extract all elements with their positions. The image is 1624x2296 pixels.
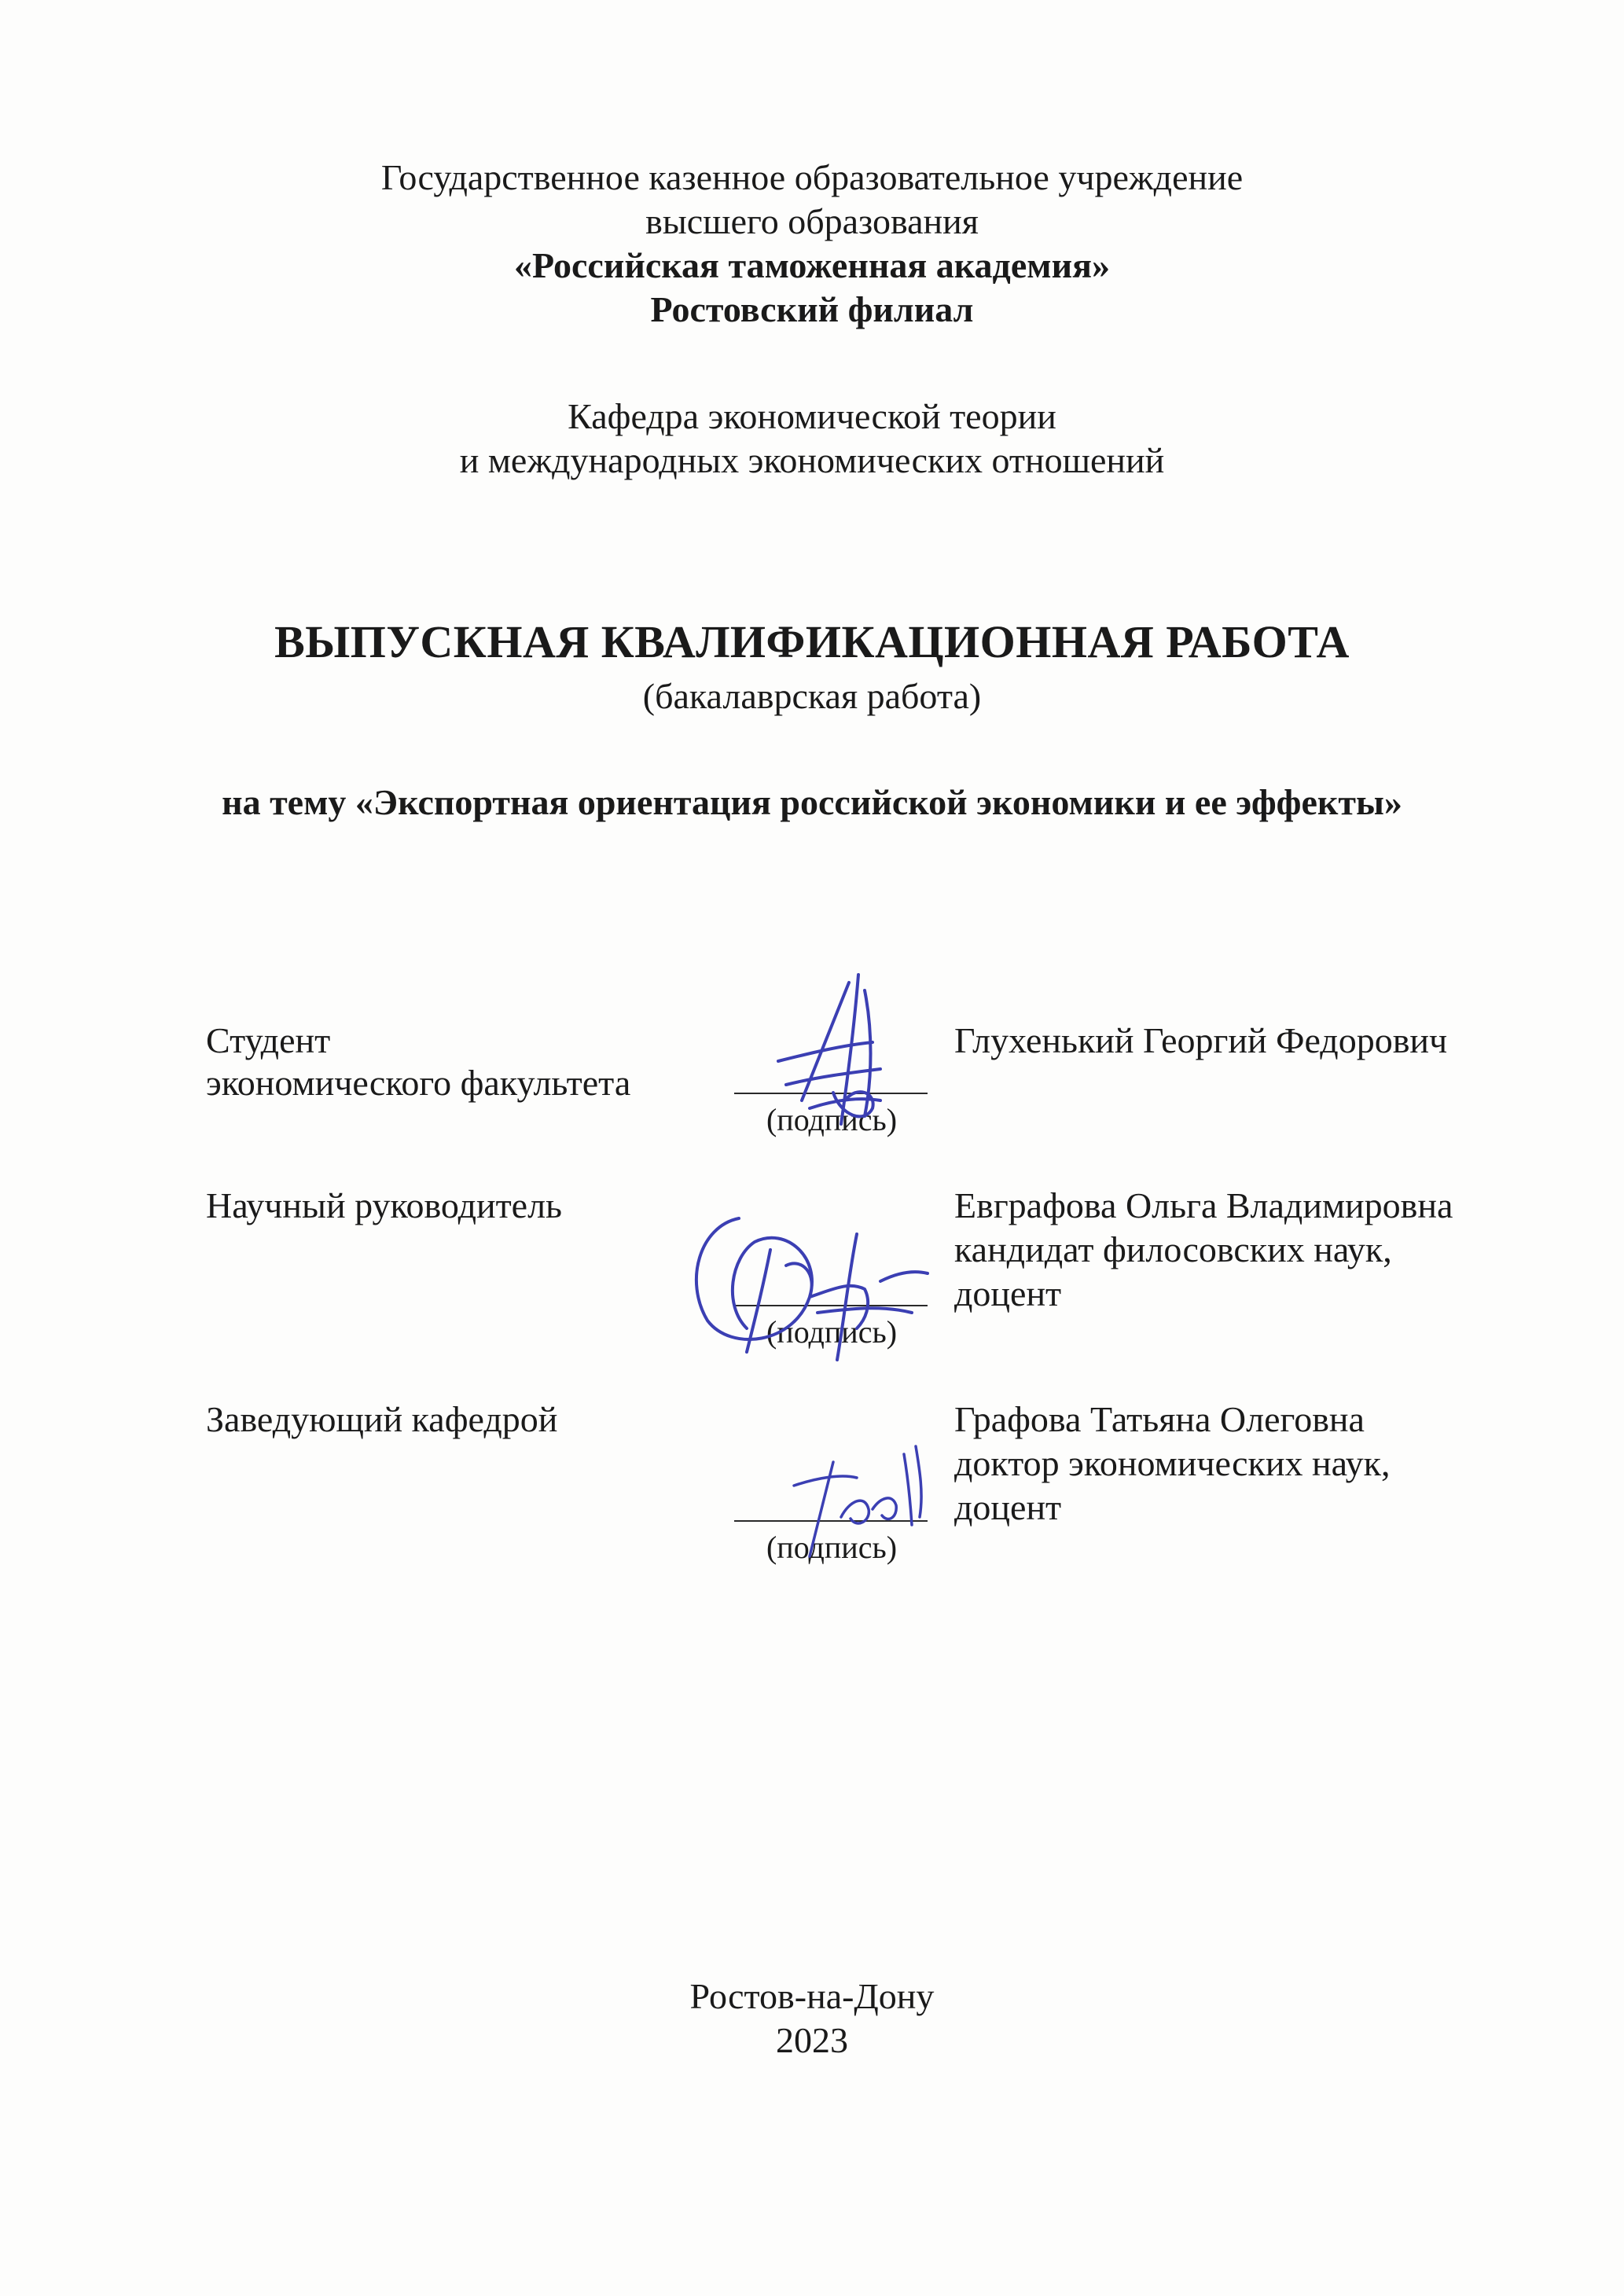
head-signature	[778, 1431, 935, 1564]
work-topic: на тему «Экспортная ориентация российской экономики и ее эффекты»	[222, 782, 1402, 822]
department-line-2: и международных экономических отношений	[459, 440, 1165, 480]
department-line-1: Кафедра экономической теории	[568, 396, 1056, 436]
supervisor-name: Евграфова Ольга Владимировна	[954, 1185, 1453, 1225]
student-faculty: экономического факультета	[206, 1063, 631, 1103]
head-role: Заведующий кафедрой	[206, 1399, 558, 1439]
supervisor-degree: кандидат филосовских наук,	[954, 1229, 1392, 1269]
branch-name: Ростовский филиал	[650, 289, 974, 329]
student-role: Студент	[206, 1020, 331, 1060]
institution-line-2: высшего образования	[645, 201, 979, 241]
head-rank: доцент	[954, 1487, 1062, 1527]
signature-caption: (подпись)	[766, 1102, 898, 1137]
work-subtitle: (бакалаврская работа)	[642, 676, 982, 716]
work-title: ВЫПУСКНАЯ КВАЛИФИКАЦИОННАЯ РАБОТА	[274, 616, 1350, 667]
student-name: Глухенький Георгий Федорович	[954, 1020, 1448, 1060]
supervisor-signature	[676, 1195, 943, 1368]
city: Ростов-на-Дону	[689, 1976, 935, 2016]
signature-caption: (подпись)	[766, 1314, 898, 1350]
institution-line-1: Государственное казенное образовательное учреждение	[380, 157, 1244, 197]
supervisor-rank: доцент	[954, 1273, 1062, 1313]
supervisor-role: Научный руководитель	[206, 1185, 563, 1225]
signature-caption: (подпись)	[766, 1530, 898, 1565]
year: 2023	[776, 2020, 848, 2060]
student-signature	[755, 967, 912, 1140]
head-degree: доктор экономических наук,	[954, 1443, 1391, 1483]
head-name: Графова Татьяна Олеговна	[954, 1399, 1365, 1439]
academy-name: «Российская таможенная академия»	[514, 245, 1110, 285]
